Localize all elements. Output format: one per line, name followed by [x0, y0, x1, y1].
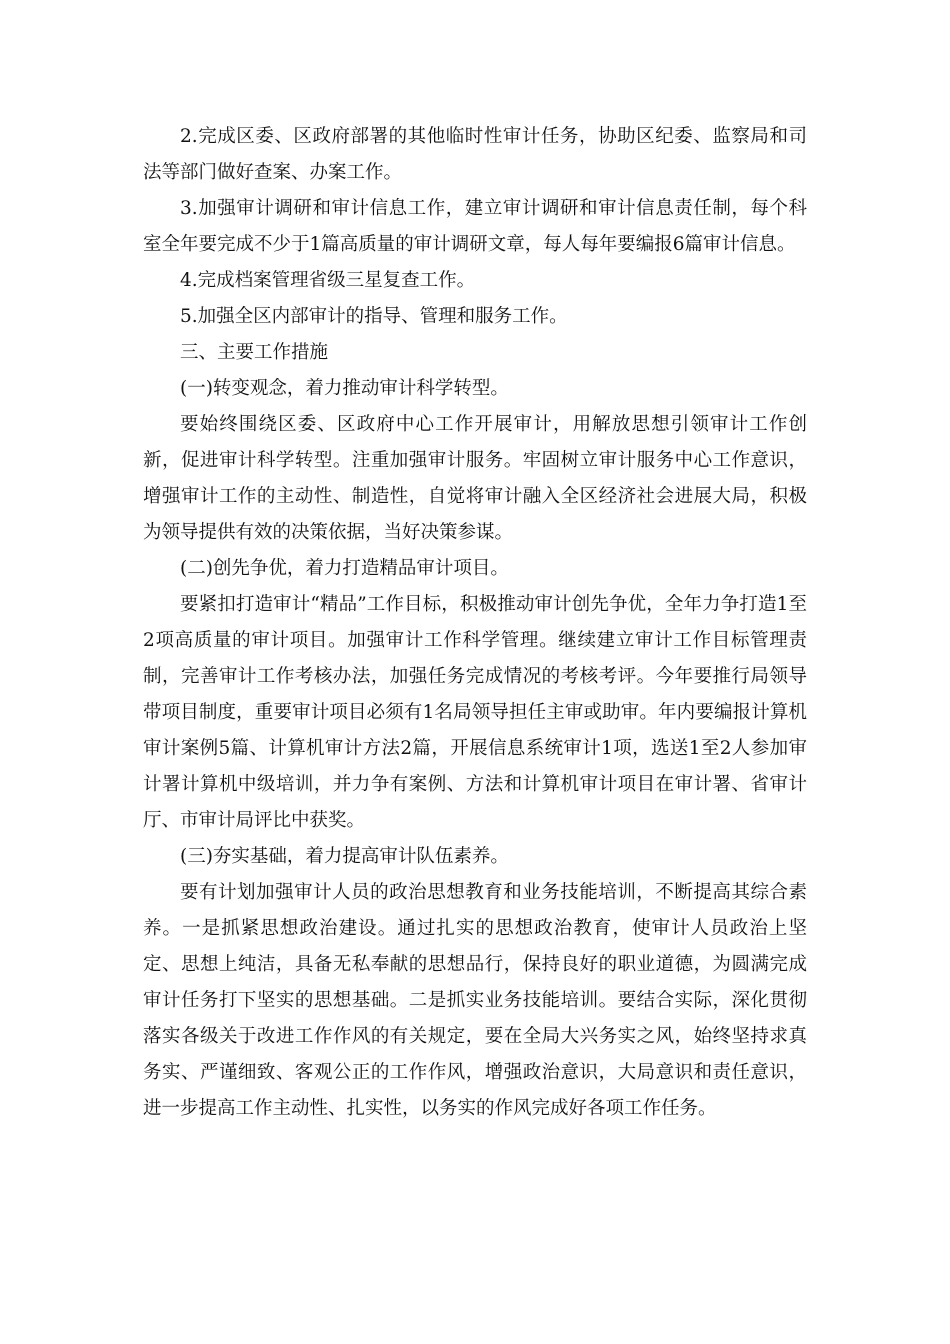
paragraph-task-3: 3.加强审计调研和审计信息工作，建立审计调研和审计信息责任制，每个科室全年要完成不少于1篇高质量的审计调研文章，每人每年要编报6篇审计信息。	[143, 198, 807, 255]
document-body	[143, 119, 807, 1127]
paragraph-task-2: 2.完成区委、区政府部署的其他临时性审计任务，协助区纪委、监察局和司法等部门做好查案、办案工作。	[143, 126, 807, 183]
section-heading-measures: 三、主要工作措施	[180, 342, 329, 363]
paragraph-task-4: 4.完成档案管理省级三星复查工作。	[180, 270, 476, 291]
paragraph-task-5: 5.加强全区内部审计的指导、管理和服务工作。	[180, 306, 568, 327]
subheading-measure-2: (二)创先争优，着力打造精品审计项目。	[180, 558, 509, 579]
subheading-measure-3: (三)夯实基础，着力提高审计队伍素养。	[180, 846, 509, 867]
paragraph-measure-2-body: 要紧扣打造审计“精品”工作目标，积极推动审计创先争优，全年力争打造1至2项高质量的审计项目。加强审计工作科学管理。继续建立审计工作目标管理责制，完善审计工作考核办法，加强任务完成情况的考核考评。今年要推行局领导带项目制度，重要审计项目必须有1名局领导担任主审或助审。年内要编报计算机审计案例5篇、计算机审计方法2篇，开展信息系统审计1项，选送1至2人参加审计署计算机中级培训，并力争有案例、方法和计算机审计项目在审计署、省审计厅、市审计局评比中获奖。	[143, 594, 807, 831]
paragraph-measure-1-body: 要始终围绕区委、区政府中心工作开展审计，用解放思想引领审计工作创新，促进审计科学转型。注重加强审计服务。牢固树立审计服务中心工作意识，增强审计工作的主动性、制造性，自觉将审计融入全区经济社会进展大局，积极为领导提供有效的决策依据，当好决策参谋。	[143, 414, 807, 543]
paragraph-measure-3-body: 要有计划加强审计人员的政治思想教育和业务技能培训，不断提高其综合素养。一是抓紧思想政治建设。通过扎实的思想政治教育，使审计人员政治上坚定、思想上纯洁，具备无私奉献的思想品行，保持良好的职业道德，为圆满完成审计任务打下坚实的思想基础。二是抓实业务技能培训。要结合实际，深化贯彻落实各级关于改进工作作风的有关规定，要在全局大兴务实之风，始终坚持求真务实、严谨细致、客观公正的工作作风，增强政治意识，大局意识和责任意识，进一步提高工作主动性、扎实性，以务实的作风完成好各项工作任务。	[143, 882, 807, 1119]
subheading-measure-1: (一)转变观念，着力推动审计科学转型。	[180, 378, 509, 399]
